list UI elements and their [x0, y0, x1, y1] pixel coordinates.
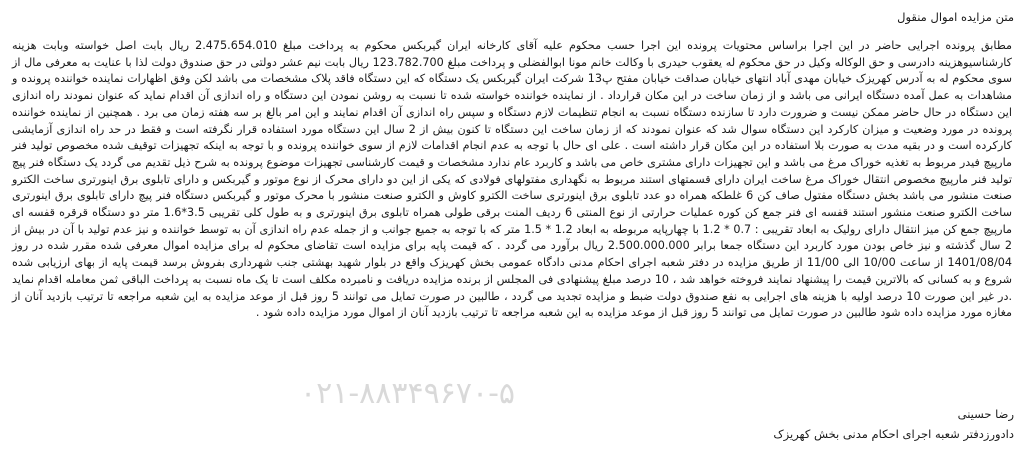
notice-title: متن مزایده اموال منقول	[897, 10, 1014, 24]
notice-body-paragraph: مطابق پرونده اجرایی حاضر در این اجرا براساس محتویات پرونده این اجرا حسب محکوم علیه آقای کارخانه ایران گیربکس محکوم به پرداخت مبلغ 2.475.654.010 ریال بابت اصل خواسته وبابت هزینه کارشناسیوهزینه دادرسی و حق الوکاله وکیل در حق محکوم له یعقوب حیدری با وکالت خانم مونا ابوالفضلی و پرداخت مبلغ 123.782.700 ریال بابت نیم عشر دولتی در حق صندوق دولت لذا با عنایت به معرفی مال از سوی محکوم له به آدرس کهریزک خیابان مهدی آباد انتهای خیابان صداقت خیابان مفتح پ13 شرکت ایران گیربکس یک دستگاه که این دستگاه فاقد پلاک مشخصات می باشد لکن وفق اظهارات نماینده خواننده پرونده و مشاهدات به عمل آمده دستگاه ایرانی می باشد و از زمان ساخت در این مکان قرارداد . از نماینده خواننده خواسته شده تا نسبت به روشن نمودن این دستگاه و راه اندازی آن اقدام نماید که عنوان نمودند راه اندازی این دستگاه در حال حاضر ممکن نیست و ضرورت دارد تا سازنده دستگاه نسبت به انجام تنظیمات لازم دستگاه و سپس راه اندازی آن اقدام نمایند و این امر بالغ بر سه هفته زمان می برد . همچنین از نماینده خواننده پرونده در مورد وضعیت و میزان کارکرد این دستگاه سوال شد که عنوان نمودند که از زمان ساخت این دستگاه تا کنون بیش از 2 سال این دستگاه مورد استفاده قرار نگرفته است و فقط در حد راه اندازی آزمایشی کارکرده است و در بقیه مدت به صورت بلا استفاده در این مکان قرار داشته است . علی ای حال با توجه به عدم انجام اقدامات لازم از سوی خواننده پرونده و با توجه به اینکه تجهیزات توقیف شده مخصوص تولید فنر مارپیچ فیدر مربوط به تغذیه خوراک مرغ می باشد و این تجهیزات دارای مشتری خاص می باشد و کاربرد عام ندارد مشخصات و قیمت کارشناسی تجهیزات موضوع پرونده به شرح ذیل تقدیم می گردد یک دستگاه فنر پیچ تولید فنر مارپیچ مخصوص انتقال خوراک مرغ ساخت ایران دارای قسمتهای استند مربوط به نگهداری مفتولهای فولادی که یکی از این دو دارای محرک از نوع موتور و گیربکس و دارای تابلوی برق اینورتری ساخت الکترو صنعت منشور می باشد بخش دستگاه مفتول صاف کن 6 غلطکه همراه دو عدد تابلوی برق اینورتری ساخت الکترو کاوش و الکترو صنعت منشور با محرک موتور و گیربکس دستگاه فنر پیچ دارای تابلوی برق اینورتری ساخت الکترو صنعت منشور استند قفسه ای فنر جمع کن کوره عملیات حرارتی از نوع المنتی 6 ردیف المنت برقی طولی همراه تابلوی برق اینورتری و به طول کلی تقریبی 3.5*1.6 متر دو دستگاه قرقره قفسه ای مارپیچ جمع کن میز انتقال دارای رولیک به ابعاد تقریبی : 0.7 * 1.2 با چهارپایه مربوطه به ابعاد 1.2 * 1.5 متر که با توجه به جمیع جوانب و از جمله عدم راه اندازی آن به توسط خواننده و نیز عدم تولید با آن در بیش از 2 سال گذشته و نیز خاص بودن مورد کاربرد این دستگاه جمعا برابر 2.500.000.000 ریال برآورد می گردد . که قیمت پایه برای مزایده است تقاضای محکوم له برای مزایده اموال معرفی شده مقرر شده در روز 1401/08/04 از ساعت 10/00 الی 11/00 از طریق مزایده در دفتر شعبه اجرای احکام مدنی دادگاه عمومی بخش کهریزک واقع در بلوار شهید بهشتی جنب شهرداری بفروش برسد قیمت پایه از بهای ارزیابی شده شروع و به کسانی که بالاترین قیمت را پیشنهاد نمایند فروخته خواهد شد ، 10 درصد مبلغ پیشنهادی فی المجلس از برنده مزایده دریافت و نامبرده مکلف است تا یک ماه نسبت به پرداخت الباقی ثمن معامله اقدام نماید .در غیر این صورت 10 درصد اولیه با هزینه های اجرایی به نفع صندوق دولت ضبط و مزایده تجدید می گردد ، طالبین در صورت تمایل می توانند 5 روز قبل از موعد مزایده به این شعبه مراجعه تا ترتیب بازدید آنان از مغازه مورد مزایده داده شود طالبین در صورت تمایل می توانند 5 روز قبل از موعد مزایده به این شعبه مراجعه تا ترتیب بازدید آنان از اموال مورد مزایده داده شود .	[12, 39, 1013, 320]
notice-body	[12, 38, 1012, 322]
signer-name: رضا حسینی	[957, 407, 1014, 421]
phone-watermark: ۰۲۱-۸۸۳۴۹۶۷۰-۵	[300, 376, 516, 411]
issuing-office: دادورزدفتر شعبه اجرای احکام مدنی بخش کهریزک	[773, 427, 1014, 441]
